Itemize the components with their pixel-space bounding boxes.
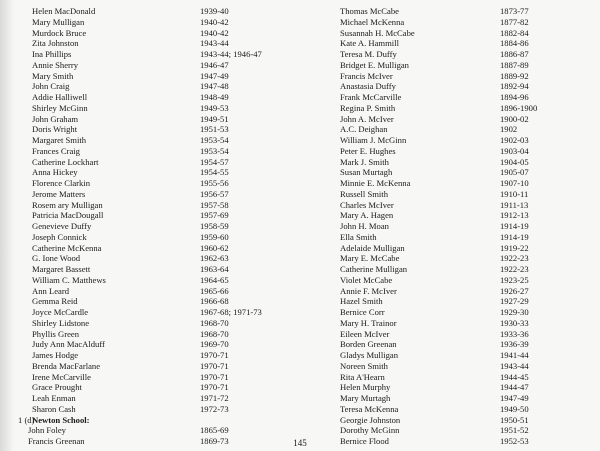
teacher-years: 1955-56 [200, 178, 229, 188]
teacher-name: Bernice Flood [340, 436, 389, 446]
teacher-name: Borden Greenan [340, 339, 397, 350]
teacher-name: Mary H. Trainor [340, 317, 397, 328]
teacher-name: Zita Johnston [32, 38, 79, 49]
teacher-years: 1902-03 [500, 135, 529, 145]
teacher-name: Dorothy McGinn [340, 425, 400, 436]
teacher-years: 1956-57 [200, 188, 229, 199]
teacher-years: 1887-89 [500, 59, 529, 70]
teacher-years: 1944-45 [500, 371, 529, 382]
teacher-years: 1919-22 [500, 242, 529, 253]
teacher-years: 1949-51 [200, 113, 229, 124]
teacher-years: 1966-68 [200, 296, 229, 307]
teacher-row [300, 81, 600, 92]
teacher-name: Helen Murphy [340, 382, 391, 393]
teacher-row [0, 103, 300, 114]
teacher-name: Frank McCarville [340, 92, 402, 102]
teacher-row [0, 393, 300, 404]
teacher-name: Frances Craig [32, 145, 80, 156]
teacher-row [0, 167, 300, 178]
teacher-years: 1944-47 [500, 382, 529, 393]
teacher-row [300, 415, 600, 426]
teacher-years: 1948-49 [200, 92, 229, 102]
teacher-name: Mark J. Smith [340, 156, 389, 167]
teacher-row [300, 146, 600, 157]
teacher-name: Georgie Johnston [340, 414, 401, 425]
teacher-name: Annie F. McIver [340, 285, 397, 296]
teacher-row [300, 28, 600, 39]
teacher-name: Thomas McCabe [340, 6, 399, 16]
teacher-row [300, 404, 600, 415]
teacher-years: 1946-47 [200, 59, 229, 70]
teacher-row [0, 318, 300, 329]
teacher-name: Sharon Cash [32, 403, 76, 414]
teacher-name: Kate A. Hammill [340, 38, 399, 49]
teacher-row [300, 6, 600, 17]
teacher-years: 1960-62 [200, 242, 229, 253]
teacher-name: G. Ione Wood [32, 253, 81, 264]
teacher-row [0, 92, 300, 103]
teacher-years: 1877-82 [500, 16, 529, 27]
teacher-years: 1910-11 [500, 188, 529, 199]
teacher-years: 1970-71 [200, 350, 229, 360]
teacher-row [300, 425, 600, 436]
teacher-years: 1969-70 [200, 339, 229, 350]
teacher-years: 1954-55 [200, 167, 229, 178]
teacher-years: 1970-71 [200, 360, 229, 371]
teacher-row [0, 135, 300, 146]
teacher-name: Anastasia Duffy [340, 81, 396, 92]
teacher-years: 1970-71 [200, 382, 229, 393]
teacher-row [0, 49, 300, 60]
teacher-years: 1968-70 [200, 328, 229, 339]
teacher-row [0, 189, 300, 200]
teacher-row [300, 210, 600, 221]
teacher-row [0, 253, 300, 264]
teacher-row [300, 60, 600, 71]
teacher-years: 1894-96 [500, 92, 529, 102]
teacher-name: Gemma Reid [32, 296, 78, 307]
teacher-name: Noreen Smith [340, 360, 388, 371]
teacher-row [0, 200, 300, 211]
teacher-row [300, 200, 600, 211]
teacher-years: 1943-44 [200, 38, 229, 49]
teacher-name: Rita A'Hearn [340, 371, 385, 382]
teacher-name: Francis McIver [340, 70, 393, 81]
teacher-years: 1873-77 [500, 6, 529, 16]
teacher-row [300, 124, 600, 135]
teacher-row [0, 307, 300, 318]
teacher-years: 1889-92 [500, 70, 529, 81]
teacher-years: 1865-69 [200, 425, 229, 436]
teacher-row [300, 189, 600, 200]
teacher-years: 1905-07 [500, 167, 529, 178]
teacher-name: Rosem ary Mulligan [32, 199, 103, 210]
teacher-years: 1947-48 [200, 81, 229, 92]
teacher-years: 1939-40 [200, 6, 229, 16]
teacher-years: 1967-68; 1971-73 [200, 307, 262, 317]
teacher-years: 1902 [500, 124, 518, 135]
section-heading: Newton School: [32, 414, 90, 425]
teacher-years: 1964-65 [200, 274, 229, 285]
section-heading-row [0, 415, 300, 426]
teacher-years: 1896-1900 [500, 102, 538, 113]
teacher-years: 1965-66 [200, 285, 229, 296]
teacher-row [300, 361, 600, 372]
teacher-years: 1900-02 [500, 113, 529, 124]
teacher-row [300, 38, 600, 49]
teacher-name: Margaret Smith [32, 135, 87, 145]
teacher-row [300, 243, 600, 254]
teacher-name: Adelaide Mulligan [340, 242, 405, 253]
teacher-name: Mary A. Hagen [340, 210, 394, 221]
teacher-years: 1957-58 [200, 199, 229, 210]
teacher-row [0, 404, 300, 415]
teacher-row [300, 382, 600, 393]
teacher-name: Catherine McKenna [32, 242, 102, 253]
teacher-row [300, 103, 600, 114]
teacher-name: Irene McCarville [32, 371, 91, 382]
teacher-row [0, 17, 300, 28]
teacher-years: 1869-73 [200, 436, 229, 446]
teacher-name: Bernice Corr [340, 307, 385, 317]
teacher-row [0, 6, 300, 17]
teacher-years: 1933-36 [500, 328, 529, 339]
page-number: 145 [293, 438, 307, 448]
teacher-row [300, 135, 600, 146]
teacher-name: Jerome Matters [32, 188, 86, 199]
teacher-name: John A. McIver [340, 113, 394, 124]
teacher-name: Shirley Lidstone [32, 317, 90, 328]
teacher-years: 1930-33 [500, 317, 529, 328]
teacher-years: 1940-42 [200, 16, 229, 27]
teacher-name: Susannah H. McCabe [340, 27, 415, 38]
teacher-row [0, 382, 300, 393]
teacher-name: Ina Phillips [32, 49, 72, 59]
teacher-name: Charles McIver [340, 199, 394, 210]
teacher-name: Minnie E. McKenna [340, 178, 411, 188]
teacher-row [0, 296, 300, 307]
teacher-row [300, 157, 600, 168]
teacher-row [0, 124, 300, 135]
teacher-name: Brenda MacFarlane [32, 360, 101, 371]
teacher-row [0, 350, 300, 361]
teacher-years: 1892-94 [500, 81, 529, 92]
teacher-name: John H. Moan [340, 221, 389, 231]
teacher-years: 1884-86 [500, 38, 529, 49]
teacher-years: 1923-25 [500, 274, 529, 285]
teacher-name: Michael McKenna [340, 16, 405, 27]
teacher-row [0, 60, 300, 71]
teacher-name: Violet McCabe [340, 274, 393, 285]
teacher-name: John Craig [32, 81, 70, 92]
teacher-years: 1904-05 [500, 156, 529, 167]
teacher-row [0, 361, 300, 372]
teacher-row [300, 71, 600, 82]
teacher-name: Doris Wright [32, 124, 78, 135]
teacher-row [0, 275, 300, 286]
teacher-years: 1941-44 [500, 350, 529, 360]
teacher-row [0, 372, 300, 383]
teacher-row [0, 81, 300, 92]
teacher-name: Grace Prought [32, 382, 82, 393]
teacher-years: 1922-23 [500, 253, 529, 264]
teacher-row [0, 71, 300, 82]
teacher-name: Russell Smith [340, 188, 388, 199]
teacher-years: 1952-53 [500, 436, 529, 446]
teacher-name: Susan Murtagh [340, 167, 393, 178]
teacher-years: 1936-39 [500, 339, 529, 350]
teacher-name: Gladys Mulligan [340, 350, 399, 360]
teacher-name: Shirley McGinn [32, 102, 88, 113]
teacher-row [300, 296, 600, 307]
teacher-years: 1926-27 [500, 285, 529, 296]
teacher-row [300, 178, 600, 189]
teacher-name: John Graham [32, 113, 79, 124]
teacher-years: 1914-19 [500, 231, 529, 242]
teacher-name: Murdock Bruce [32, 27, 87, 38]
teacher-name: William C. Matthews [32, 274, 106, 285]
teacher-years: 1949-50 [500, 403, 529, 414]
teacher-years: 1959-60 [200, 231, 229, 242]
teacher-row [0, 114, 300, 125]
teacher-name: Mary Mulligan [32, 16, 85, 27]
teacher-row [300, 232, 600, 243]
teacher-name: Florence Clarkin [32, 178, 90, 188]
teacher-row [300, 286, 600, 297]
teacher-name: Francis Greenan [28, 436, 85, 446]
teacher-name: Mary Murtagh [340, 393, 391, 403]
teacher-name: Teresa McKenna [340, 403, 399, 414]
teacher-years: 1922-23 [500, 264, 529, 274]
teacher-row [0, 286, 300, 297]
teacher-row [0, 232, 300, 243]
teacher-row [300, 393, 600, 404]
teacher-name: Patricia MacDougall [32, 210, 104, 221]
teacher-row [0, 221, 300, 232]
teacher-row [300, 318, 600, 329]
teacher-row [0, 329, 300, 340]
teacher-name: Catherine Mulligan [340, 264, 408, 274]
teacher-name: Phyllis Green [32, 328, 80, 339]
teacher-name: Catherine Lockhart [32, 156, 99, 167]
teacher-years: 1882-84 [500, 27, 529, 38]
teacher-row [300, 49, 600, 60]
teacher-years: 1911-13 [500, 199, 529, 210]
teacher-row [0, 178, 300, 189]
teacher-years: 1953-54 [200, 135, 229, 145]
teacher-years: 1914-19 [500, 221, 529, 231]
teacher-years: 1951-52 [500, 425, 529, 436]
teacher-years: 1903-04 [500, 145, 529, 156]
teacher-name: Leah Enman [32, 393, 76, 403]
teacher-name: Annie Sherry [32, 59, 79, 70]
teacher-years: 1949-53 [200, 102, 229, 113]
teacher-name: Joseph Connick [32, 231, 87, 242]
teacher-name: Teresa M. Duffy [340, 49, 397, 59]
teacher-years: 1950-51 [500, 414, 529, 425]
teacher-name: William J. McGinn [340, 135, 407, 145]
teacher-row [0, 157, 300, 168]
teacher-years: 1953-54 [200, 145, 229, 156]
teacher-row [0, 339, 300, 350]
left-column [0, 6, 300, 447]
teacher-name: A.C. Deighan [340, 124, 388, 135]
teacher-name: Anna Hickey [32, 167, 78, 178]
teacher-row [300, 17, 600, 28]
teacher-years: 1970-71 [200, 371, 229, 382]
teacher-row [300, 307, 600, 318]
teacher-name: James Hodge [32, 350, 79, 360]
teacher-row [300, 253, 600, 264]
teacher-name: Helen MacDonald [32, 6, 96, 16]
right-column [300, 6, 600, 447]
teacher-name: Genevieve Duffy [32, 221, 92, 231]
teacher-name: Mary Smith [32, 70, 74, 81]
teacher-row [0, 146, 300, 157]
teacher-row [300, 264, 600, 275]
teacher-name: Bridget E. Mulligan [340, 59, 409, 70]
teacher-years: 1943-44 [500, 360, 529, 371]
teacher-years: 1907-10 [500, 178, 529, 188]
teacher-years: 1912-13 [500, 210, 529, 221]
teacher-years: 1927-29 [500, 296, 529, 307]
teacher-name: Eileen McIver [340, 328, 390, 339]
teacher-row [300, 92, 600, 103]
teacher-row [300, 329, 600, 340]
teacher-name: Regina P. Smith [340, 102, 396, 113]
teacher-row [0, 425, 300, 436]
teacher-name: Mary E. McCabe [340, 253, 400, 264]
teacher-name: Addie Halliwell [32, 92, 88, 102]
teacher-row [0, 28, 300, 39]
teacher-years: 1954-57 [200, 156, 229, 167]
teacher-name: Ella Smith [340, 231, 377, 242]
teacher-years: 1958-59 [200, 221, 229, 231]
teacher-row [300, 221, 600, 232]
teacher-years: 1951-53 [200, 124, 229, 135]
teacher-row [300, 339, 600, 350]
teacher-years: 1943-44; 1946-47 [200, 49, 262, 59]
teacher-years: 1947-49 [200, 70, 229, 81]
teacher-years: 1886-87 [500, 49, 529, 59]
teacher-years: 1972-73 [200, 403, 229, 414]
teacher-row [0, 243, 300, 254]
teacher-row [0, 38, 300, 49]
teacher-name: Ann Leard [32, 285, 69, 296]
teacher-years: 1968-70 [200, 317, 229, 328]
teacher-name: Joyce McCardle [32, 307, 89, 317]
teacher-years: 1963-64 [200, 264, 229, 274]
teacher-name: Hazel Smith [340, 296, 383, 307]
teacher-name: John Foley [28, 425, 66, 436]
teacher-years: 1962-63 [200, 253, 229, 264]
teacher-name: Peter E. Hughes [340, 145, 396, 156]
teacher-name: Margaret Bassett [32, 264, 91, 274]
teacher-row [300, 372, 600, 383]
teacher-row [0, 210, 300, 221]
teacher-row [300, 114, 600, 125]
teacher-years: 1929-30 [500, 307, 529, 317]
teacher-row [300, 350, 600, 361]
section-marker: 1 (d) [18, 414, 35, 425]
teacher-row [300, 275, 600, 286]
teacher-row [0, 264, 300, 275]
teacher-years: 1957-69 [200, 210, 229, 221]
teacher-name: Judy Ann MacAlduff [32, 339, 105, 350]
teacher-row [300, 167, 600, 178]
teacher-years: 1940-42 [200, 27, 229, 38]
teacher-years: 1947-49 [500, 393, 529, 403]
teacher-years: 1971-72 [200, 393, 229, 403]
